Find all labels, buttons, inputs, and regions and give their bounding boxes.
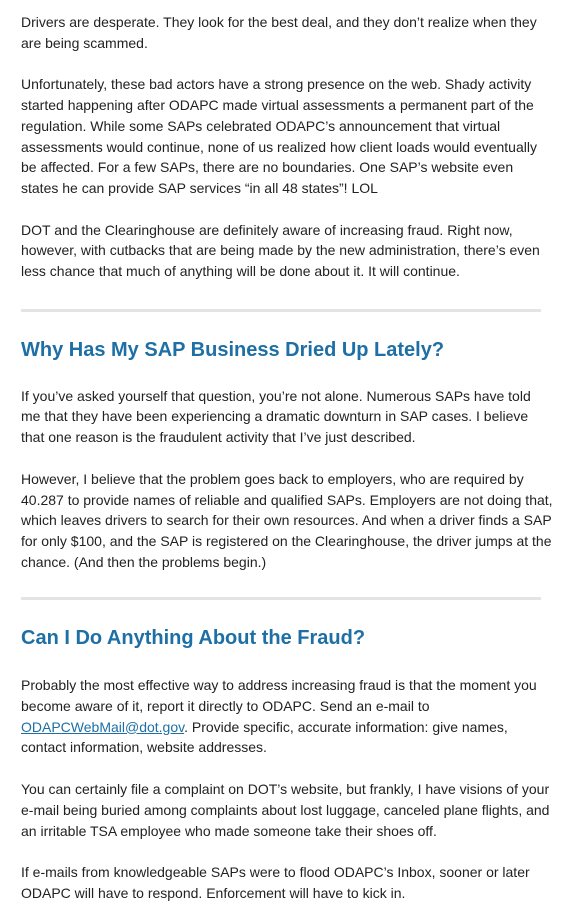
fraud-paragraph-1: [21, 675, 553, 758]
section-heading-dried-up: Why Has My SAP Business Dried Up Lately?: [21, 338, 445, 361]
section-divider: [21, 309, 541, 312]
section-heading-fraud: Can I Do Anything About the Fraud?: [21, 627, 366, 650]
intro-paragraph-2: Unfortunately, these bad actors have a strong presence on the web. Shady activity started happening after ODAPC made virtual assessments a permanent part of the regulation. While some SAPs celebrated ODAPC’s announcement that virtual assessments would continue, none of us realized how client loads would eventually be affected. For a few SAPs, there are no boundaries. One SAP’s website even states he can provide SAP services “in all 48 states”! LOL: [21, 76, 537, 196]
fraud-paragraph-1-text-before: Probably the most effective way to address increasing fraud is that the moment you become aware of it, report it directly to ODAPC. Send an e-mail to: [21, 677, 537, 715]
intro-paragraph-3: DOT and the Clearinghouse are definitely aware of increasing fraud. Right now, however, with cutbacks that are being made by the new administration, there’s even less chance that much of anything will be done about it. It will continue.: [21, 221, 540, 280]
odapc-email-link[interactable]: ODAPCWebMail@dot.gov: [21, 718, 185, 735]
fraud-paragraph-2: You can certainly file a complaint on DOT’s website, but frankly, I have visions of your e-mail being buried among complaints about lost luggage, canceled plane flights, and an irritable TSA employee who made someone take their shoes off.: [21, 781, 550, 839]
dried-up-paragraph-2: However, I believe that the problem goes back to employers, who are required by 40.287 to provide names of reliable and qualified SAPs. Employers are not doing that, which leaves drivers to search for their own resources. And when a driver finds a SAP for only $100, and the SAP is registered on the Clearinghouse, the driver jumps at the chance. (And then the problems begin.): [21, 470, 553, 570]
fraud-paragraph-3: If e-mails from knowledgeable SAPs were to flood ODAPC’s Inbox, sooner or later ODAPC will have to respond. Enforcement will have to kick in.: [21, 864, 530, 901]
fraud-paragraph-1-text-after: . Provide specific, accurate information: give names, contact information, website addresses.: [21, 718, 508, 756]
dried-up-paragraph-1: If you’ve asked yourself that question, you’re not alone. Numerous SAPs have told me that they have been experiencing a dramatic downturn in SAP cases. I believe that one reason is the fraudulent activity that I’ve just described.: [21, 387, 531, 446]
section-divider: [21, 597, 541, 600]
intro-paragraph-1: Drivers are desperate. They look for the best deal, and they don’t realize when they are being scammed.: [21, 14, 537, 51]
